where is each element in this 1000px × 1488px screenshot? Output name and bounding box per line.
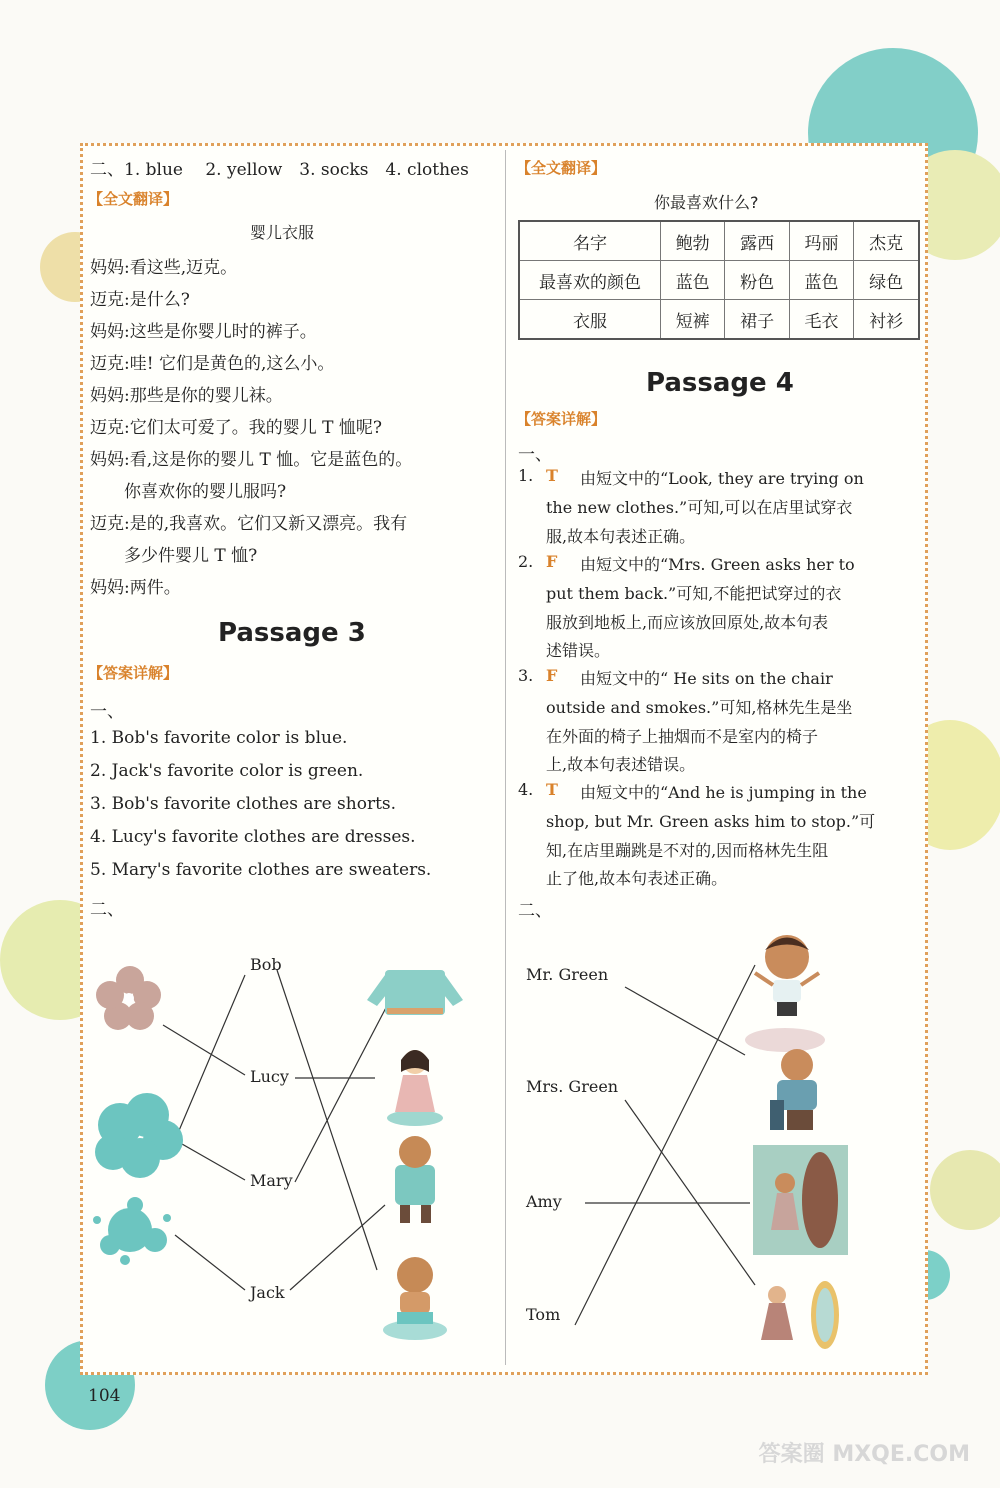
part2-label-left: 二、	[90, 900, 124, 920]
answer-item: 2. Jack's favorite color is green.	[90, 761, 364, 781]
explanation-line: 知,在店里蹦跳是不对的,因而格林先生阻	[546, 841, 829, 860]
explanation-line: 在外面的椅子上抽烟而不是室内的椅子	[546, 727, 819, 746]
explanation-line: 止了他,故本句表述正确。	[546, 869, 728, 888]
decor-circle-right-low	[930, 1150, 1000, 1230]
boy-in-sweater-icon	[395, 1136, 435, 1223]
table-cell: 杰克	[854, 221, 919, 261]
match-name-lucy: Lucy	[250, 1067, 289, 1086]
baby-in-shorts-icon	[383, 1257, 447, 1340]
answer-item: 5. Mary's favorite clothes are sweaters.	[90, 860, 432, 880]
answer-item: 1. Bob's favorite color is blue.	[90, 728, 348, 748]
table-cell: 鲍勃	[661, 221, 725, 261]
translation-tag-right: 【全文翻译】	[516, 159, 607, 177]
table-cell: 名字	[519, 221, 661, 261]
dialogue-line: 妈妈:看这些,迈克。	[90, 258, 238, 278]
item-number: 4.	[518, 780, 534, 799]
explanation-line: 由短文中的“And he is jumping in the	[580, 783, 867, 802]
translation-tag-left: 【全文翻译】	[88, 190, 179, 208]
true-false-mark: T	[546, 780, 558, 799]
table-row	[519, 261, 919, 300]
story-title: 婴儿衣服	[250, 223, 315, 242]
table-cell: 衬衫	[854, 300, 919, 340]
explanation-line: 述错误。	[546, 641, 611, 660]
woman-with-mirror-icon	[761, 1281, 839, 1349]
table-row	[519, 300, 919, 340]
table-cell: 衣服	[519, 300, 661, 340]
dialogue-line: 迈克:它们太可爱了。我的婴儿 T 恤呢?	[90, 418, 382, 438]
table-cell: 毛衣	[789, 300, 853, 340]
item-number: 3.	[518, 666, 534, 685]
match-name-amy: Amy	[526, 1192, 562, 1211]
smoking-man-icon	[745, 1028, 825, 1130]
explanation-line: 由短文中的“Mrs. Green asks her to	[580, 555, 855, 574]
table-cell: 短裤	[661, 300, 725, 340]
dialogue-line: 迈克:是的,我喜欢。它们又新又漂亮。我有	[90, 514, 408, 534]
pink-flower-icon	[96, 966, 161, 1030]
table-cell: 蓝色	[661, 261, 725, 300]
connector-lines	[163, 970, 390, 1290]
explanation-line: the new clothes.”可知,可以在店里试穿衣	[546, 498, 853, 517]
table-cell: 裙子	[725, 300, 789, 340]
true-false-mark: F	[546, 552, 558, 571]
match-name-jack: Jack	[250, 1283, 285, 1302]
dialogue-line: 你喜欢你的婴儿服吗?	[90, 482, 287, 502]
dialogue-line: 妈妈:那些是你的婴儿袜。	[90, 386, 283, 406]
item-number: 1.	[518, 466, 534, 485]
table-row	[519, 221, 919, 261]
explanation-line: outside and smokes.”可知,格林先生是坐	[546, 698, 853, 717]
passage-4-title: Passage 4	[646, 368, 794, 398]
explanation-line: 服放到地板上,而应该放回原处,故本句表	[546, 613, 829, 632]
true-false-mark: F	[546, 666, 558, 685]
match-name-mr-green: Mr. Green	[526, 965, 609, 984]
table-cell: 绿色	[854, 261, 919, 300]
answers-part2: 二、1. blue 2. yellow 3. socks 4. clothes	[90, 160, 469, 180]
table-cell: 露西	[725, 221, 789, 261]
passage-3-title: Passage 3	[218, 618, 366, 648]
answer-item: 3. Bob's favorite clothes are shorts.	[90, 794, 397, 814]
table-cell: 蓝色	[789, 261, 853, 300]
favorites-table	[518, 220, 920, 340]
dialogue-line: 多少件婴儿 T 恤?	[90, 546, 258, 566]
dialogue-line: 迈克:哇! 它们是黄色的,这么小。	[90, 354, 335, 374]
match-name-tom: Tom	[526, 1305, 561, 1324]
explanation-line: 上,故本句表述错误。	[546, 755, 696, 774]
answer-tag-left: 【答案详解】	[88, 664, 179, 682]
match-name-mrs-green: Mrs. Green	[526, 1077, 619, 1096]
explanation-line: 由短文中的“Look, they are trying on	[580, 469, 864, 488]
explanation-line: shop, but Mr. Green asks him to stop.”可	[546, 812, 876, 831]
explanation-line: 服,故本句表述正确。	[546, 527, 696, 546]
explanation-line: put them back.”可知,不能把试穿过的衣	[546, 584, 842, 603]
answer-item: 4. Lucy's favorite clothes are dresses.	[90, 827, 416, 847]
match-name-bob: Bob	[250, 955, 282, 974]
girl-with-mirror-picture	[753, 1145, 848, 1255]
column-divider	[505, 150, 506, 1365]
true-false-mark: T	[546, 466, 558, 485]
girl-in-dress-icon	[387, 1050, 443, 1126]
part2-label-right: 二、	[518, 901, 552, 921]
dialogue-line: 妈妈:看,这是你的婴儿 T 恤。它是蓝色的。	[90, 450, 413, 470]
dialogue-line: 迈克:是什么?	[90, 290, 190, 310]
table-cell: 玛丽	[789, 221, 853, 261]
left-matching-diagram	[85, 940, 485, 1360]
table-cell: 粉色	[725, 261, 789, 300]
part1-label-left: 一、	[90, 702, 124, 722]
sweater-icon	[367, 970, 463, 1015]
item-number: 2.	[518, 552, 534, 571]
watermark: 答案圈 MXQE.COM	[758, 1442, 970, 1467]
explanation-line: 由短文中的“ He sits on the chair	[580, 669, 833, 688]
part1-label-right: 一、	[518, 445, 552, 465]
green-splash-icon	[93, 1197, 171, 1265]
answer-tag-right: 【答案详解】	[516, 410, 607, 428]
match-name-mary: Mary	[250, 1171, 293, 1190]
blue-cloud-icon	[95, 1093, 183, 1178]
dialogue-line: 妈妈:两件。	[90, 578, 181, 598]
dialogue-line: 妈妈:这些是你婴儿时的裤子。	[90, 322, 317, 342]
table-cell: 最喜欢的颜色	[519, 261, 661, 300]
connector-lines	[575, 965, 755, 1325]
jumping-boy-icon	[755, 935, 819, 1016]
table-title: 你最喜欢什么?	[654, 193, 759, 212]
page-number: 104	[88, 1386, 121, 1406]
right-matching-diagram	[515, 925, 915, 1370]
